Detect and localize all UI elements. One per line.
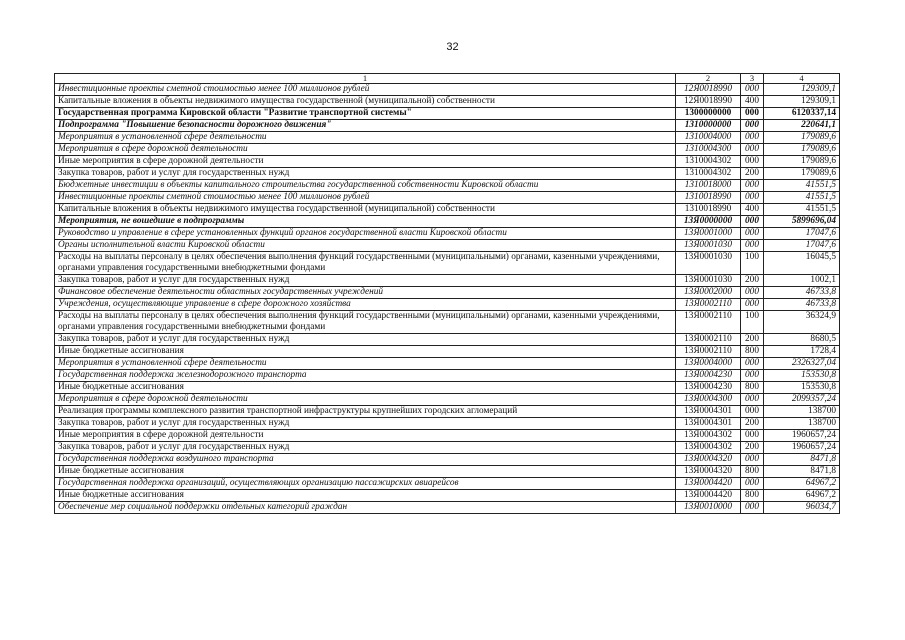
row-sum-cell: 46733,8 xyxy=(764,299,840,311)
row-expense-type-cell: 000 xyxy=(741,430,764,442)
row-sum-cell: 1960657,24 xyxy=(764,442,840,454)
row-expense-type-cell: 400 xyxy=(741,96,764,108)
row-name-cell: Мероприятия в сфере дорожной деятельности xyxy=(55,394,676,406)
row-sum-cell: 41551,5 xyxy=(764,180,840,192)
row-expense-type-cell: 000 xyxy=(741,192,764,204)
row-expense-type-cell: 000 xyxy=(741,478,764,490)
row-sum-cell: 5899696,04 xyxy=(764,216,840,228)
row-expense-type-cell: 200 xyxy=(741,442,764,454)
table-row xyxy=(55,311,840,334)
table-row xyxy=(55,228,840,240)
row-expense-type-cell: 000 xyxy=(741,132,764,144)
row-expense-type-cell: 200 xyxy=(741,418,764,430)
row-code-cell: 13Я0004230 xyxy=(676,370,741,382)
row-code-cell: 13Я0004302 xyxy=(676,430,741,442)
row-name-cell: Капитальные вложения в объекты недвижимого имущества государственной (муниципальной) собственности xyxy=(55,96,676,108)
row-code-cell: 13Я0001000 xyxy=(676,228,741,240)
row-name-cell: Государственная программа Кировской области "Развитие транспортной системы" xyxy=(55,108,676,120)
row-sum-cell: 64967,2 xyxy=(764,478,840,490)
row-code-cell: 13Я0000000 xyxy=(676,216,741,228)
row-sum-cell: 41551,5 xyxy=(764,204,840,216)
table-row xyxy=(55,96,840,108)
row-code-cell: 1310004302 xyxy=(676,156,741,168)
row-code-cell: 13Я0004000 xyxy=(676,358,741,370)
table-row xyxy=(55,502,840,514)
row-code-cell: 13Я0001030 xyxy=(676,252,741,275)
row-name-cell: Закупка товаров, работ и услуг для государственных нужд xyxy=(55,168,676,180)
row-name-cell: Иные мероприятия в сфере дорожной деятельности xyxy=(55,156,676,168)
table-row xyxy=(55,252,840,275)
row-expense-type-cell: 000 xyxy=(741,240,764,252)
row-expense-type-cell: 000 xyxy=(741,394,764,406)
row-code-cell: 13Я0004420 xyxy=(676,478,741,490)
table-row xyxy=(55,370,840,382)
table-row xyxy=(55,382,840,394)
row-code-cell: 1310004000 xyxy=(676,132,741,144)
row-sum-cell: 8471,8 xyxy=(764,454,840,466)
row-name-cell: Закупка товаров, работ и услуг для государственных нужд xyxy=(55,275,676,287)
row-expense-type-cell: 000 xyxy=(741,299,764,311)
row-code-cell: 13Я0002110 xyxy=(676,299,741,311)
row-code-cell: 1310000000 xyxy=(676,120,741,132)
row-name-cell: Мероприятия в установленной сфере деятельности xyxy=(55,132,676,144)
page-number: 32 xyxy=(446,41,459,53)
table-row xyxy=(55,204,840,216)
row-name-cell: Государственная поддержка организаций, осуществляющих организацию пассажирских авиарейсов xyxy=(55,478,676,490)
row-sum-cell: 179089,6 xyxy=(764,156,840,168)
table-row xyxy=(55,84,840,96)
row-sum-cell: 153530,8 xyxy=(764,370,840,382)
row-expense-type-cell: 000 xyxy=(741,180,764,192)
row-name-cell: Подпрограмма "Повышение безопасности дорожного движения" xyxy=(55,120,676,132)
table-row xyxy=(55,132,840,144)
table-row xyxy=(55,430,840,442)
row-sum-cell: 1728,4 xyxy=(764,346,840,358)
row-code-cell: 1310004302 xyxy=(676,168,741,180)
table-row xyxy=(55,240,840,252)
table-row xyxy=(55,454,840,466)
budget-table-body xyxy=(55,74,840,514)
row-expense-type-cell: 000 xyxy=(741,156,764,168)
column-header-row xyxy=(55,74,840,84)
row-expense-type-cell: 200 xyxy=(741,168,764,180)
table-row xyxy=(55,287,840,299)
row-expense-type-cell: 800 xyxy=(741,466,764,478)
row-name-cell: Капитальные вложения в объекты недвижимого имущества государственной (муниципальной) собственности xyxy=(55,204,676,216)
row-sum-cell: 17047,6 xyxy=(764,240,840,252)
table-row xyxy=(55,275,840,287)
row-sum-cell: 64967,2 xyxy=(764,490,840,502)
row-name-cell: Иные бюджетные ассигнования xyxy=(55,346,676,358)
row-name-cell: Закупка товаров, работ и услуг для государственных нужд xyxy=(55,334,676,346)
row-name-cell: Государственная поддержка железнодорожного транспорта xyxy=(55,370,676,382)
table-row xyxy=(55,334,840,346)
table-row xyxy=(55,216,840,228)
row-expense-type-cell: 000 xyxy=(741,370,764,382)
table-row xyxy=(55,418,840,430)
row-expense-type-cell: 200 xyxy=(741,334,764,346)
row-sum-cell: 96034,7 xyxy=(764,502,840,514)
row-name-cell: Закупка товаров, работ и услуг для государственных нужд xyxy=(55,442,676,454)
table-row xyxy=(55,466,840,478)
table-row xyxy=(55,120,840,132)
row-name-cell: Иные мероприятия в сфере дорожной деятельности xyxy=(55,430,676,442)
row-sum-cell: 2099357,24 xyxy=(764,394,840,406)
row-name-cell: Расходы на выплаты персоналу в целях обеспечения выполнения функций государственными (муниципальными) органами, казенными учреждениями, органами управления государственными внебюджетными фондами xyxy=(55,311,676,334)
row-sum-cell: 138700 xyxy=(764,418,840,430)
row-name-cell: Мероприятия в сфере дорожной деятельности xyxy=(55,144,676,156)
table-row xyxy=(55,192,840,204)
row-name-cell: Мероприятия, не вошедшие в подпрограммы xyxy=(55,216,676,228)
row-expense-type-cell: 000 xyxy=(741,120,764,132)
row-code-cell: 12Я0018990 xyxy=(676,96,741,108)
row-expense-type-cell: 200 xyxy=(741,275,764,287)
row-name-cell: Руководство и управление в сфере установленных функций органов государственной власти Кировской области xyxy=(55,228,676,240)
row-code-cell: 13Я0002110 xyxy=(676,346,741,358)
row-code-cell: 13Я0010000 xyxy=(676,502,741,514)
row-expense-type-cell: 100 xyxy=(741,311,764,334)
row-code-cell: 1300000000 xyxy=(676,108,741,120)
row-sum-cell: 138700 xyxy=(764,406,840,418)
row-expense-type-cell: 000 xyxy=(741,454,764,466)
table-row xyxy=(55,180,840,192)
row-sum-cell: 153530,8 xyxy=(764,382,840,394)
row-sum-cell: 8680,5 xyxy=(764,334,840,346)
budget-table xyxy=(54,73,840,514)
row-sum-cell: 8471,8 xyxy=(764,466,840,478)
table-row xyxy=(55,108,840,120)
column-header-sum: 4 xyxy=(764,74,840,84)
row-name-cell: Финансовое обеспечение деятельности областных государственных учреждений xyxy=(55,287,676,299)
row-expense-type-cell: 400 xyxy=(741,204,764,216)
row-expense-type-cell: 000 xyxy=(741,108,764,120)
row-code-cell: 1310018000 xyxy=(676,180,741,192)
row-sum-cell: 179089,6 xyxy=(764,168,840,180)
row-name-cell: Инвестиционные проекты сметной стоимостью менее 100 миллионов рублей xyxy=(55,192,676,204)
row-code-cell: 12Я0018990 xyxy=(676,84,741,96)
row-sum-cell: 179089,6 xyxy=(764,144,840,156)
row-code-cell: 13Я0004300 xyxy=(676,394,741,406)
row-expense-type-cell: 800 xyxy=(741,382,764,394)
row-name-cell: Иные бюджетные ассигнования xyxy=(55,466,676,478)
row-expense-type-cell: 000 xyxy=(741,287,764,299)
row-expense-type-cell: 800 xyxy=(741,346,764,358)
row-sum-cell: 6120337,14 xyxy=(764,108,840,120)
row-expense-type-cell: 000 xyxy=(741,502,764,514)
row-name-cell: Расходы на выплаты персоналу в целях обеспечения выполнения функций государственными (муниципальными) органами, казенными учреждениями, органами управления государственными внебюджетными фондами xyxy=(55,252,676,275)
table-row xyxy=(55,406,840,418)
row-expense-type-cell: 000 xyxy=(741,84,764,96)
row-name-cell: Реализация программы комплексного развития транспортной инфраструктуры крупнейших городских агломераций xyxy=(55,406,676,418)
row-name-cell: Иные бюджетные ассигнования xyxy=(55,490,676,502)
row-code-cell: 13Я0004302 xyxy=(676,442,741,454)
row-sum-cell: 36324,9 xyxy=(764,311,840,334)
column-header-expense-type: 3 xyxy=(741,74,764,84)
row-code-cell: 13Я0001030 xyxy=(676,240,741,252)
row-name-cell: Бюджетные инвестиции в объекты капитального строительства государственной собственности Кировской области xyxy=(55,180,676,192)
row-expense-type-cell: 000 xyxy=(741,144,764,156)
row-code-cell: 13Я0004320 xyxy=(676,454,741,466)
row-expense-type-cell: 000 xyxy=(741,216,764,228)
row-name-cell: Иные бюджетные ассигнования xyxy=(55,382,676,394)
row-sum-cell: 2326327,04 xyxy=(764,358,840,370)
row-sum-cell: 17047,6 xyxy=(764,228,840,240)
row-code-cell: 1310004300 xyxy=(676,144,741,156)
row-expense-type-cell: 100 xyxy=(741,252,764,275)
row-sum-cell: 1960657,24 xyxy=(764,430,840,442)
row-code-cell: 13Я0004420 xyxy=(676,490,741,502)
row-expense-type-cell: 000 xyxy=(741,228,764,240)
row-sum-cell: 16045,5 xyxy=(764,252,840,275)
column-header-code: 2 xyxy=(676,74,741,84)
column-header-name: 1 xyxy=(55,74,676,84)
row-name-cell: Инвестиционные проекты сметной стоимостью менее 100 миллионов рублей xyxy=(55,84,676,96)
row-sum-cell: 129309,1 xyxy=(764,84,840,96)
row-code-cell: 13Я0004230 xyxy=(676,382,741,394)
row-code-cell: 13Я0004301 xyxy=(676,418,741,430)
table-row xyxy=(55,346,840,358)
row-sum-cell: 1002,1 xyxy=(764,275,840,287)
row-sum-cell: 41551,5 xyxy=(764,192,840,204)
row-code-cell: 13Я0004301 xyxy=(676,406,741,418)
table-row xyxy=(55,478,840,490)
row-expense-type-cell: 800 xyxy=(741,490,764,502)
table-row xyxy=(55,168,840,180)
row-name-cell: Обеспечение мер социальной поддержки отдельных категорий граждан xyxy=(55,502,676,514)
row-sum-cell: 179089,6 xyxy=(764,132,840,144)
row-sum-cell: 129309,1 xyxy=(764,96,840,108)
row-code-cell: 13Я0001030 xyxy=(676,275,741,287)
row-expense-type-cell: 000 xyxy=(741,358,764,370)
table-row xyxy=(55,442,840,454)
row-code-cell: 1310018990 xyxy=(676,192,741,204)
row-name-cell: Закупка товаров, работ и услуг для государственных нужд xyxy=(55,418,676,430)
table-row xyxy=(55,156,840,168)
row-name-cell: Государственная поддержка воздушного транспорта xyxy=(55,454,676,466)
row-code-cell: 13Я0004320 xyxy=(676,466,741,478)
table-row xyxy=(55,144,840,156)
row-expense-type-cell: 000 xyxy=(741,406,764,418)
row-name-cell: Мероприятия в установленной сфере деятельности xyxy=(55,358,676,370)
row-sum-cell: 220641,1 xyxy=(764,120,840,132)
table-row xyxy=(55,394,840,406)
table-row xyxy=(55,358,840,370)
row-name-cell: Органы исполнительной власти Кировской области xyxy=(55,240,676,252)
table-row xyxy=(55,299,840,311)
row-code-cell: 13Я0002000 xyxy=(676,287,741,299)
row-sum-cell: 46733,8 xyxy=(764,287,840,299)
table-row xyxy=(55,490,840,502)
row-name-cell: Учреждения, осуществляющие управление в сфере дорожного хозяйства xyxy=(55,299,676,311)
row-code-cell: 13Я0002110 xyxy=(676,311,741,334)
row-code-cell: 13Я0002110 xyxy=(676,334,741,346)
row-code-cell: 1310018990 xyxy=(676,204,741,216)
